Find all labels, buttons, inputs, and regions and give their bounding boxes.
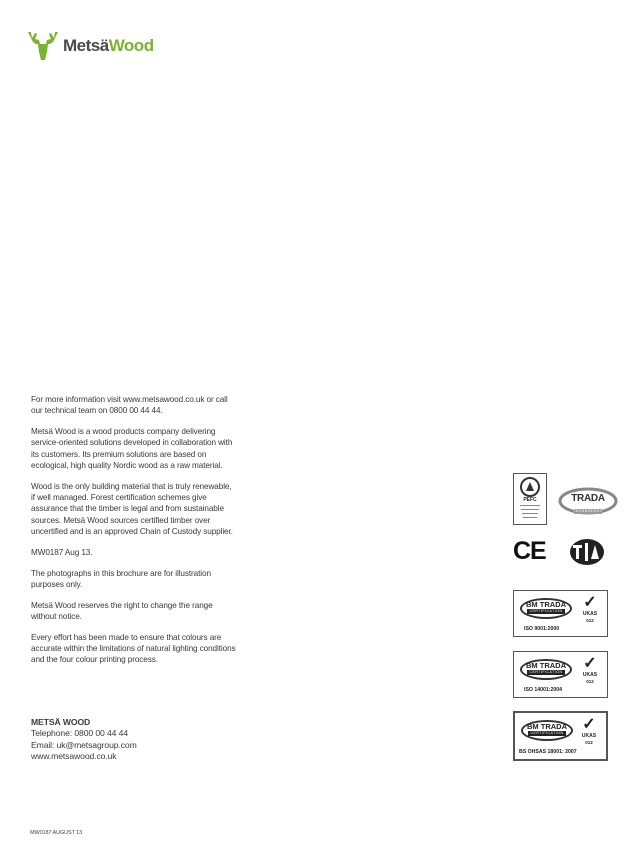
ukas-tick-icon: ✓: [583, 594, 597, 611]
ukas-tick-icon: ✓: [583, 655, 597, 672]
bm-trada-label: BM TRADA: [526, 661, 566, 670]
colour-disclaimer: Every effort has been made to ensure that colours are accurate within the limitations of natural lighting conditions and the four colour printing process.: [31, 632, 236, 665]
bm-trada-oval: [520, 598, 572, 619]
ukas-label: UKAS: [582, 611, 598, 617]
bm-trada-oval: [521, 720, 573, 741]
metsawood-logo: [26, 30, 154, 62]
ukas-tick-icon: ✓: [582, 716, 596, 733]
brand-name-part1: Metsä: [63, 36, 109, 55]
ukas-number: 012: [585, 740, 593, 745]
pefc-badge: [513, 473, 547, 525]
contact-telephone: Telephone: 0800 00 44 44: [31, 728, 128, 739]
brand-name-part2: Wood: [108, 36, 154, 55]
brand-wordmark: [63, 36, 154, 56]
ukas-label: UKAS: [581, 733, 597, 739]
contact-block: [31, 717, 137, 762]
certification-label: CERTIFICATION: [528, 731, 566, 736]
info-paragraph: For more information visit www.metsawood.co.uk or call our technical team on 0800 00 44 44.: [31, 395, 228, 416]
certification-label: CERTIFICATION: [527, 670, 565, 675]
pefc-label: PEFC: [523, 497, 537, 503]
company-description: Metsä Wood is a wood products company delivering service-oriented solutions developed in collaboration with its customers. Its premium solutions are based on ecological, high quality Nordic wood as a raw material.: [31, 427, 233, 470]
certification-label: CERTIFICATION: [527, 609, 565, 614]
bm-trada-label: BM TRADA: [526, 600, 566, 609]
footer-code: MW0187 AUGUST 13: [30, 830, 83, 836]
ce-mark: CE: [513, 537, 546, 565]
bm-trada-ohsas18001-cert: [513, 711, 608, 761]
contact-company: METSÄ WOOD: [31, 717, 91, 727]
trada-sub-label: TECHNOLOGY: [573, 509, 603, 513]
contact-website: www.metsawood.co.uk: [31, 750, 117, 761]
moose-antlers-icon: [26, 30, 60, 62]
sustainability-paragraph: Wood is the only building material that is truly renewable, if well managed. Forest certification schemes give assurance that the timber is legal and from sustainable sources. Metsä Wood sources certified timber over uncertified and is an approved Chain of Custody supplier.: [31, 481, 233, 536]
bm-trada-iso14001-cert: [513, 651, 608, 698]
ukas-number: 012: [586, 679, 594, 684]
ukas-label: UKAS: [582, 672, 598, 678]
info-text-column: [31, 394, 236, 675]
iso-standard-label: ISO 9001:2000: [524, 626, 560, 632]
bm-trada-label: BM TRADA: [527, 722, 567, 731]
bm-trada-oval: [520, 659, 572, 680]
bm-trada-iso9001-cert: [513, 590, 608, 637]
contact-email: Email: uk@metsagroup.com: [31, 739, 137, 750]
photo-disclaimer: The photographs in this brochure are for illustration purposes only.: [31, 568, 211, 589]
iso-standard-label: ISO 14001:2004: [524, 687, 563, 693]
ukas-number: 012: [586, 618, 594, 623]
iso-standard-label: BS OHSAS 18001: 2007: [519, 749, 577, 755]
ukas-mark: [578, 656, 602, 684]
trada-badge: [558, 487, 618, 517]
range-disclaimer: Metsä Wood reserves the right to change the range without notice.: [31, 600, 213, 621]
trada-label: TRADA: [571, 493, 605, 504]
ukas-mark: [577, 717, 601, 745]
timber-quality-mark-icon: [568, 537, 606, 567]
document-code: MW0187 Aug 13.: [31, 547, 93, 557]
ukas-mark: [578, 595, 602, 623]
